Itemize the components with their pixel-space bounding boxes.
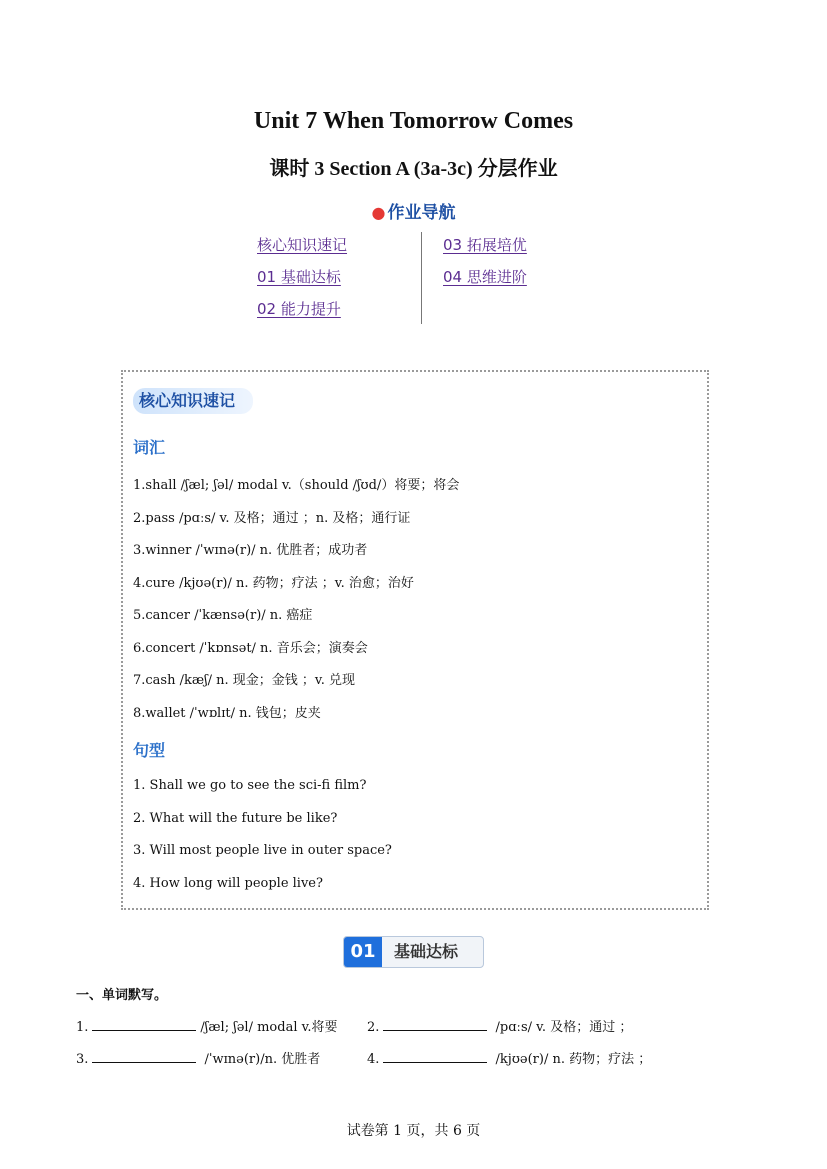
nav-link-04[interactable]: 04 思维进阶 <box>443 268 527 286</box>
answer-blank[interactable] <box>92 1016 196 1031</box>
question-number: 4. <box>367 1052 380 1067</box>
nav-left-column <box>257 232 347 328</box>
vocab-item: 4.cure /kjʊə(r)/ n. 药物；疗法 ；v. 治愈；治好 <box>133 576 414 591</box>
nav-heading <box>0 198 827 223</box>
vocab-item: 7.cash /kæʃ/ n. 现金；金钱 ；v. 兑现 <box>133 673 355 688</box>
answer-blank[interactable] <box>92 1048 196 1063</box>
vocab-item: 1.shall /ʃæl; ʃəl/ modal v.（should /ʃʊd/）将要；将会 <box>133 478 460 493</box>
sentence-item: 1. Shall we go to see the sci-fi film? <box>133 778 367 793</box>
nav-link-02[interactable]: 02 能力提升 <box>257 300 341 318</box>
page-footer: 试卷第 1 页，共 6 页 <box>346 1123 481 1139</box>
question-number: 2. <box>367 1020 380 1035</box>
answer-blank[interactable] <box>383 1048 487 1063</box>
nav-link-03[interactable]: 03 拓展培优 <box>443 236 527 254</box>
location-pin-icon: ● <box>371 203 386 222</box>
vocab-heading: 词汇 <box>133 438 166 457</box>
page-title: Unit 7 When Tomorrow Comes <box>253 108 574 134</box>
question-item <box>76 1048 320 1067</box>
question-number: 1. <box>76 1020 89 1035</box>
sentence-item: 2. What will the future be like? <box>133 811 338 826</box>
question-hint: /ʃæl; ʃəl/ modal v.将要 <box>200 1020 338 1035</box>
sentence-item: 3. Will most people live in outer space? <box>133 843 392 858</box>
core-heading: 核心知识速记 <box>133 388 253 414</box>
question-item <box>367 1016 632 1035</box>
nav-link-01[interactable]: 01 基础达标 <box>257 268 341 286</box>
nav-divider <box>421 232 422 324</box>
vocab-item: 6.concert /ˈkɒnsət/ n. 音乐会；演奏会 <box>133 641 368 656</box>
part-title: 一、单词默写。 <box>76 988 168 1003</box>
sentence-heading: 句型 <box>133 741 166 760</box>
vocab-item: 5.cancer /ˈkænsə(r)/ n. 癌症 <box>133 608 313 623</box>
sentence-item: 4. How long will people live? <box>133 876 323 891</box>
question-item <box>367 1048 651 1067</box>
question-number: 3. <box>76 1052 89 1067</box>
vocab-item: 3.winner /ˈwɪnə(r)/ n. 优胜者；成功者 <box>133 543 368 558</box>
question-item <box>76 1016 338 1035</box>
section-label: 基础达标 <box>394 942 459 961</box>
nav-heading-label: 作业导航 <box>387 203 456 223</box>
question-hint: /ˈwɪnə(r)/n. 优胜者 <box>200 1052 321 1067</box>
answer-blank[interactable] <box>383 1016 487 1031</box>
nav-link-core[interactable]: 核心知识速记 <box>257 236 348 254</box>
question-hint: /kjʊə(r)/ n. 药物；疗法 ； <box>491 1052 652 1067</box>
question-hint: /pɑːs/ v. 及格；通过 ； <box>491 1020 633 1035</box>
section-number: 01 <box>344 937 382 967</box>
nav-right-column <box>443 232 527 296</box>
page-subtitle: 课时 3 Section A (3a-3c) 分层作业 <box>269 158 558 180</box>
vocab-item: 2.pass /pɑːs/ v. 及格；通过 ；n. 及格；通行证 <box>133 511 411 526</box>
vocab-item: 8.wallet /ˈwɒlɪt/ n. 钱包；皮夹 <box>133 706 321 721</box>
section-badge <box>343 936 484 968</box>
